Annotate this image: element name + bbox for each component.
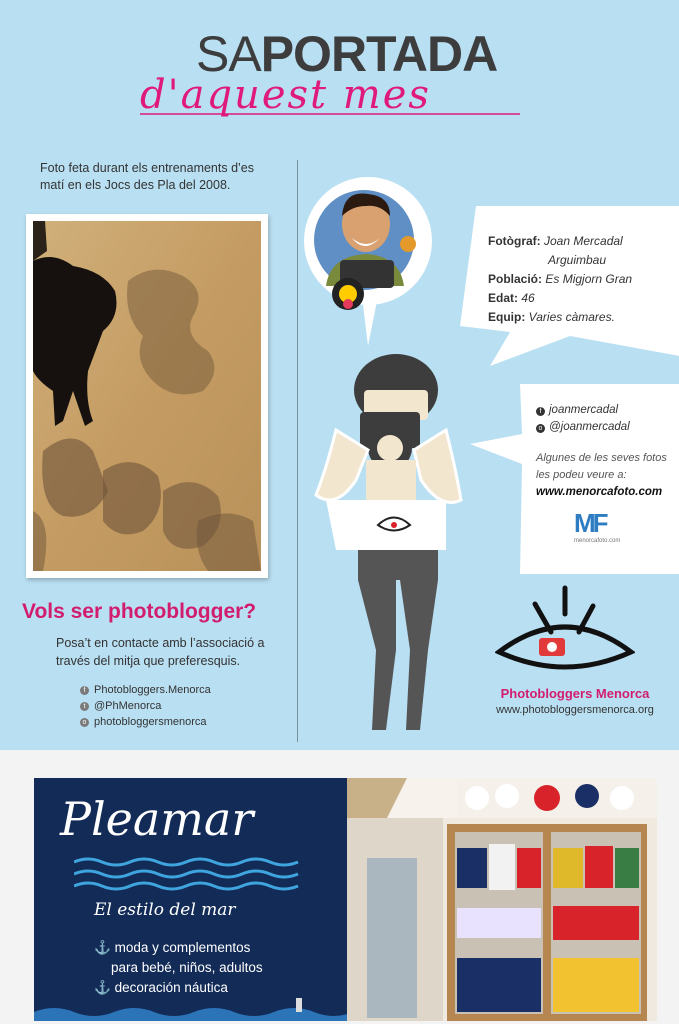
cover-photo[interactable] [33, 221, 261, 571]
mf-logo-caption: menorcafoto.com [574, 538, 621, 544]
ad-line-1 [94, 940, 250, 956]
equip-value: Varies càmares. [528, 310, 615, 324]
anchor-icon: ⚓ [94, 940, 111, 955]
more-photos-text-1: Algunes de les seves fotos [536, 452, 667, 464]
title-prefix: SA [196, 26, 261, 82]
fotograf-value-2: Arguimbau [548, 253, 607, 267]
photobloggers-logo [495, 582, 635, 682]
edat-label: Edat: [488, 291, 518, 305]
cta-facebook-text: Photobloggers.Menorca [94, 684, 211, 696]
cta-twitter-text: @PhMenorca [94, 700, 162, 712]
wave-graphic [74, 854, 304, 896]
fotograf-value: Joan Mercadal [544, 234, 623, 248]
photographer-caricature [300, 176, 450, 352]
twitter-icon: t [80, 702, 89, 711]
subtitle-underline [0, 0, 679, 160]
cta-instagram-text: photobloggersmenorca [94, 716, 207, 728]
ad-line-3 [94, 980, 228, 996]
photobloggers-brand [480, 686, 670, 716]
photographer-info [488, 232, 632, 327]
ad-store-photo [347, 778, 657, 1021]
poblacio-label: Població: [488, 272, 543, 286]
brand-url[interactable]: www.photobloggersmenorca.org [496, 704, 654, 716]
cta-twitter-link[interactable] [80, 700, 161, 712]
ad-line-1-text: moda y complementos [114, 940, 251, 955]
facebook-icon: f [80, 686, 89, 695]
photographer-instagram[interactable] [536, 419, 667, 436]
photographer-web [536, 402, 667, 545]
cover-photo-frame[interactable] [26, 214, 268, 578]
instagram-icon: o [80, 718, 89, 727]
photographer-facebook[interactable] [536, 402, 667, 419]
ad-line-2: para bebé, niños, adultos [111, 960, 263, 975]
photographer-illustration [296, 350, 476, 740]
menorcafoto-link[interactable]: www.menorcafoto.com [536, 486, 663, 498]
cta-title: Vols ser photoblogger? [22, 600, 257, 623]
instagram-icon: o [536, 424, 545, 433]
photo-caption: Foto feta durant els entrenaments d’es matí en els Jocs des Pla del 2008. [40, 161, 255, 192]
photographer-instagram-text: @joanmercadal [549, 421, 630, 433]
ad-slogan: El estilo del mar [94, 900, 236, 920]
ad-bottom-waves [34, 998, 347, 1021]
fotograf-label: Fotògraf: [488, 234, 541, 248]
poblacio-value: Es Migjorn Gran [545, 272, 633, 286]
pleamar-advertisement[interactable] [34, 778, 657, 1021]
title-main: PORTADA [260, 26, 498, 82]
page-subtitle: d'aquest mes [140, 72, 431, 118]
equip-label: Equip: [488, 310, 526, 324]
cta-facebook-link[interactable] [80, 684, 211, 696]
anchor-icon: ⚓ [94, 980, 111, 995]
more-photos-text-2: les podeu veure a: [536, 469, 627, 481]
mf-logo: MF [574, 508, 606, 538]
ad-line-3-text: decoración náutica [114, 980, 228, 995]
cta-instagram-link[interactable] [80, 716, 207, 728]
edat-value: 46 [521, 291, 535, 305]
ad-brand-name: Pleamar [60, 792, 254, 846]
facebook-icon: f [536, 407, 545, 416]
brand-name: Photobloggers Menorca [500, 686, 650, 701]
cta-text: Posa’t en contacte amb l’associació a través del mitja que preferesquis. [56, 636, 265, 668]
photographer-facebook-text: joanmercadal [549, 404, 619, 416]
